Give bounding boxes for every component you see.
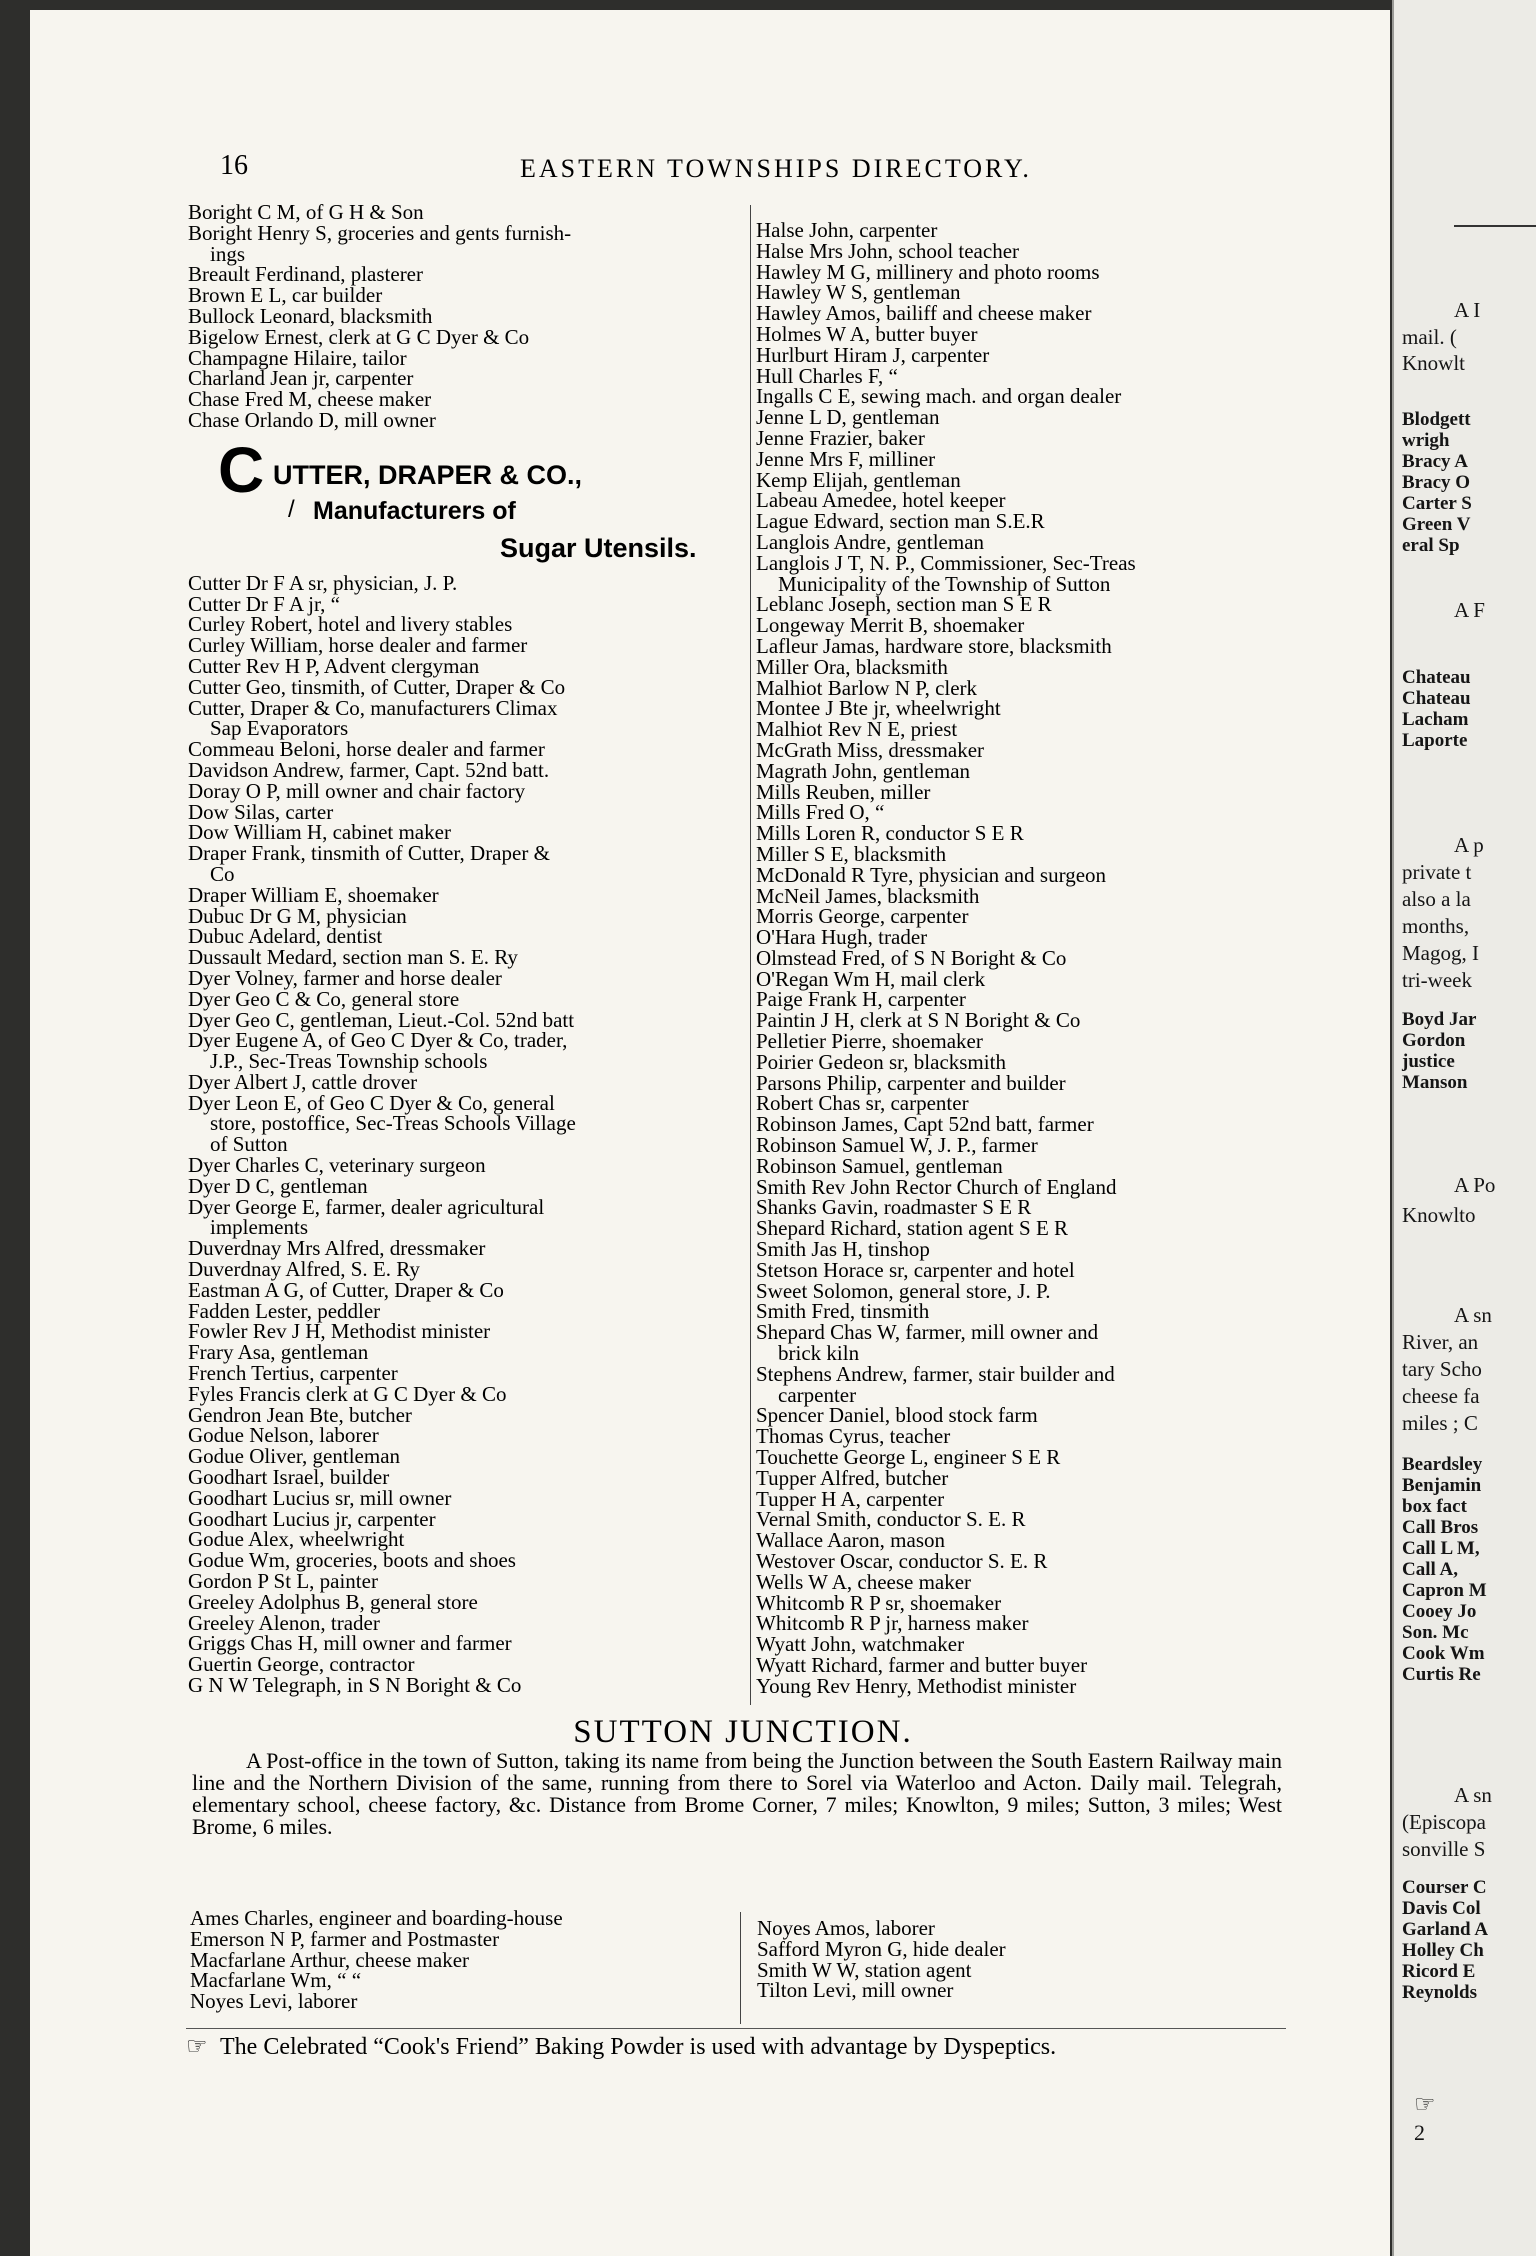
directory-entry: Parsons Philip, carpenter and builder [756,1070,1066,1095]
directory-entry: Chase Fred M, cheese maker [188,387,432,412]
adjacent-page-fragment: A sn [1454,1783,1492,1807]
directory-entry: Duverdnay Mrs Alfred, dressmaker [188,1236,486,1261]
adjacent-page-fragment: Cook Wm [1402,1643,1485,1664]
directory-entry: Emerson N P, farmer and Postmaster [190,1926,500,1951]
section-column-divider [740,1912,741,2024]
directory-entry: Curley Robert, hotel and livery stables [188,612,513,637]
directory-entry: Greeley Adolphus B, general store [188,1589,478,1614]
directory-entry: Kemp Elijah, gentleman [756,467,961,492]
directory-entry: Whitcomb R P sr, shoemaker [756,1590,1002,1615]
adjacent-page-fragment: Manson [1402,1072,1468,1093]
directory-entry: Cutter Dr F A jr, “ [188,591,340,616]
directory-entry: Goodhart Lucius jr, carpenter [188,1506,436,1531]
adjacent-page-fragment: Son. Mc [1402,1622,1469,1643]
directory-entry: O'Regan Wm H, mail clerk [756,966,986,991]
directory-entry: Jenne Frazier, baker [756,425,925,450]
directory-entry: Hawley M G, millinery and photo rooms [756,259,1100,284]
directory-entry: Whitcomb R P jr, harness maker [756,1611,1029,1636]
directory-entry: Curley William, horse dealer and farmer [188,633,528,658]
adjacent-page-fragment: Call Bros [1402,1517,1479,1538]
adjacent-page-fragment: miles ; C [1402,1411,1478,1435]
adjacent-page-fragment: A I [1454,298,1481,322]
adjacent-page-fragment: Laporte [1402,730,1468,751]
adjacent-page-fragment: also a la [1402,887,1471,911]
directory-entry: Draper Frank, tinsmith of Cutter, Draper & [188,841,550,866]
directory-entry: Godue Oliver, gentleman [188,1444,401,1469]
directory-entry: Bullock Leonard, blacksmith [188,303,433,328]
adjacent-page-fragment: Call L M, [1402,1538,1480,1559]
directory-entry: Paintin J H, clerk at S N Boright & Co [756,1008,1081,1033]
adjacent-page-fragment: Chateau [1402,688,1471,709]
adjacent-page-fragment: cheese fa [1402,1384,1480,1408]
directory-entry: Cutter Rev H P, Advent clergyman [188,653,480,678]
directory-entry: Mills Fred O, “ [756,800,885,825]
directory-entry: Goodhart Israel, builder [188,1465,390,1490]
directory-entry: Magrath John, gentleman [756,758,971,783]
page-header [220,140,1300,190]
directory-entry: Co [210,861,235,886]
adjacent-page-fragment: box fact [1402,1496,1467,1517]
directory-entry: Greeley Alenon, trader [188,1610,380,1635]
directory-entry: Hawley W S, gentleman [756,280,961,305]
directory-entry: Eastman A G, of Cutter, Draper & Co [188,1277,504,1302]
ad-company-name: UTTER, DRAPER & CO., [273,460,583,490]
directory-entry: Robinson Samuel, gentleman [756,1153,1003,1178]
directory-entry: Paige Frank H, carpenter [756,987,966,1012]
directory-entry: Lafleur Jamas, hardware store, blacksmith [756,633,1112,658]
directory-entry: Dow William H, cabinet maker [188,820,451,845]
directory-entry: Jenne L D, gentleman [756,405,940,430]
directory-entry: Poirier Gedeon sr, blacksmith [756,1049,1006,1074]
directory-entry: Dyer Eugene A, of Geo C Dyer & Co, trader, [188,1028,568,1053]
directory-entry: Municipality of the Township of Sutton [778,571,1111,596]
directory-entry: Jenne Mrs F, milliner [756,446,936,471]
adjacent-page-fragment: Knowlto [1402,1203,1476,1227]
directory-entry: Goodhart Lucius sr, mill owner [188,1485,452,1510]
ad-flourish: / [288,496,295,523]
directory-entry: Mills Loren R, conductor S E R [756,821,1024,846]
directory-entry: Langlois J T, N. P., Commissioner, Sec-Treas [756,550,1136,575]
section-right-entries [757,1918,1277,2001]
adjacent-page-mark: 2 [1414,2120,1425,2145]
directory-entry: Halse Mrs John, school teacher [756,238,1020,263]
directory-entry: Olmstead Fred, of S N Boright & Co [756,945,1067,970]
directory-entry: Longeway Merrit B, shoemaker [756,613,1025,638]
adjacent-page-fragment: Bracy O [1402,472,1471,493]
adjacent-page-fragment: Holley Ch [1402,1940,1484,1961]
directory-entry: Hurlburt Hiram J, carpenter [756,342,990,367]
directory-entry: ings [210,241,246,266]
directory-entry: Sap Evaporators [210,716,349,741]
directory-entry: Dyer Albert J, cattle drover [188,1069,418,1094]
directory-entry: Commeau Beloni, horse dealer and farmer [188,737,545,762]
directory-entry: Griggs Chas H, mill owner and farmer [188,1631,512,1656]
directory-entry: Hawley Amos, bailiff and cheese maker [756,301,1092,326]
directory-entry: Lague Edward, section man S.E.R [756,509,1045,534]
directory-entry: Duverdnay Alfred, S. E. Ry [188,1257,420,1282]
directory-entry: Robinson Samuel W, J. P., farmer [756,1133,1038,1158]
middle-column [756,220,1316,1697]
directory-entry: Robinson James, Capt 52nd batt, farmer [756,1112,1094,1137]
directory-entry: Bigelow Ernest, clerk at G C Dyer & Co [188,324,530,349]
directory-entry: J.P., Sec-Treas Township schools [210,1049,488,1074]
section-description: A Post-office in the town of Sutton, taking its name from being the Junction between the South Eastern Railway main line and the Northern Division of the same, running from there to Sorel via Waterloo and Acton. Daily mail. Telegrah, elementary school, cheese factory, &c. Distance from Brome Corner, 7 miles; Knowlton, 9 miles; Sutton, 3 miles; West Brome, 6 miles. [192,1748,1282,1839]
footer-text: The Celebrated “Cook's Friend” Baking Powder is used with advantage by Dyspeptics. [220,2034,1057,2060]
directory-entry: Dyer Charles C, veterinary surgeon [188,1153,486,1178]
adjacent-page-fragment: Lacham [1402,709,1469,730]
adjacent-page-fragment: Gordon [1402,1030,1466,1051]
directory-entry: Ingalls C E, sewing mach. and organ dealer [756,384,1122,409]
adjacent-page-fragment: Garland A [1402,1919,1489,1940]
left-column [188,202,744,1696]
directory-entry: Young Rev Henry, Methodist minister [756,1673,1077,1698]
directory-entry: Charland Jean jr, carpenter [188,366,414,391]
directory-entry: Tupper H A, carpenter [756,1486,945,1511]
directory-entry: Dyer Volney, farmer and horse dealer [188,965,502,990]
directory-entry: Smith Fred, tinsmith [756,1299,930,1324]
adjacent-page-fragment: Bracy A [1402,451,1468,472]
adjacent-page-fragment: Call A, [1402,1559,1458,1580]
adjacent-page-fragment: Reynolds [1402,1982,1477,2003]
directory-entry: Godue Nelson, laborer [188,1423,379,1448]
directory-entry: Halse John, carpenter [756,218,938,242]
directory-entry: Cutter Dr F A sr, physician, J. P. [188,570,458,595]
adjacent-page-fragment: (Episcopa [1402,1810,1486,1834]
running-head: EASTERN TOWNSHIPS DIRECTORY. [520,154,1032,183]
section-left-entries [190,1908,730,2012]
directory-entry: Wyatt Richard, farmer and butter buyer [756,1652,1088,1677]
directory-entry: Morris George, carpenter [756,904,969,929]
directory-entry: Westover Oscar, conductor S. E. R [756,1549,1048,1573]
directory-entry: Labeau Amedee, hotel keeper [756,488,1006,513]
directory-entry: Dubuc Dr G M, physician [188,903,407,928]
adjacent-page-fragment: Beardsley [1402,1454,1483,1475]
directory-entry: G N W Telegraph, in S N Boright & Co [188,1673,522,1697]
directory-entry: Draper William E, shoemaker [188,882,439,907]
directory-entry: Shepard Chas W, farmer, mill owner and [756,1320,1099,1345]
directory-entry: Wells W A, cheese maker [756,1569,972,1594]
adjacent-page-fragment: Blodgett [1402,409,1471,430]
directory-entry: Vernal Smith, conductor S. E. R [756,1507,1026,1532]
directory-entry: Macfarlane Arthur, cheese maker [190,1947,470,1972]
ad-tagline: Manufacturers of [313,497,516,525]
adjacent-page-fragment: Cooey Jo [1402,1601,1477,1622]
pointing-hand-icon: ☞ [1414,2092,1436,2118]
section-title: SUTTON JUNCTION. [573,1714,913,1750]
directory-entry: carpenter [778,1382,857,1407]
directory-entry: Malhiot Rev N E, priest [756,717,958,742]
directory-entry: implements [210,1215,308,1240]
directory-entry: Sweet Solomon, general store, J. P. [756,1278,1051,1303]
directory-entry: Doray O P, mill owner and chair factory [188,778,526,803]
footer-rule [186,2028,1286,2029]
adjacent-page-fragment: justice [1402,1051,1455,1072]
directory-entry: Pelletier Pierre, shoemaker [756,1029,983,1054]
adjacent-page-fragment: Davis Col [1402,1898,1481,1919]
directory-entry: Thomas Cyrus, teacher [756,1424,951,1449]
directory-entry: McDonald R Tyre, physician and surgeon [756,862,1107,887]
adjacent-page-fragment: Green V [1402,514,1471,535]
directory-entry: Godue Alex, wheelwright [188,1527,405,1552]
directory-entry: Tilton Levi, mill owner [757,1978,954,2003]
adjacent-page-fragment: Benjamin [1402,1475,1482,1496]
adjacent-page-fragment: A F [1454,598,1485,622]
directory-entry: Fadden Lester, peddler [188,1298,381,1323]
page-number: 16 [220,150,248,181]
footer-advert [186,2032,1296,2061]
directory-entry: Macfarlane Wm, “ “ [190,1968,362,1993]
directory-entry: Robert Chas sr, carpenter [756,1091,969,1116]
adjacent-page-fragment: tary Scho [1402,1357,1482,1381]
directory-entry: Champagne Hilaire, tailor [188,345,407,370]
ad-initial: C [218,434,265,506]
directory-entry: Langlois Andre, gentleman [756,529,985,554]
directory-entry: Dyer Geo C & Co, general store [188,986,460,1011]
directory-entry: McGrath Miss, dressmaker [756,737,985,762]
directory-entry: Davidson Andrew, farmer, Capt. 52nd batt. [188,757,550,782]
directory-entry: Dyer George E, farmer, dealer agricultural [188,1194,545,1219]
directory-entry: Brown E L, car builder [188,283,383,308]
directory-entry: of Sutton [210,1132,288,1157]
directory-entry: Boright Henry S, groceries and gents furnish- [188,220,572,245]
directory-entry: Noyes Levi, laborer [190,1989,358,2014]
adjacent-page-fragment: River, an [1402,1330,1479,1354]
adjacent-page-fragment: wrigh [1402,430,1450,451]
directory-entry: Holmes W A, butter buyer [756,321,978,346]
directory-entry: Shepard Richard, station agent S E R [756,1216,1069,1241]
adjacent-page-fragment: Magog, I [1402,941,1479,965]
directory-entry: Hull Charles F, “ [756,363,898,388]
directory-entry: Shanks Gavin, roadmaster S E R [756,1195,1032,1220]
directory-entry: Spencer Daniel, blood stock farm [756,1403,1038,1428]
directory-entry: Stephens Andrew, farmer, stair builder and [756,1361,1115,1386]
directory-entry: French Tertius, carpenter [188,1361,398,1386]
ad-product: Sugar Utensils. [500,533,697,563]
directory-entry: Malhiot Barlow N P, clerk [756,675,978,700]
directory-entry: Dyer D C, gentleman [188,1173,368,1198]
directory-entry: Boright C M, of G H & Son [188,200,424,224]
adjacent-page-fragment: mail. ( [1402,325,1457,349]
directory-entry: Dow Silas, carter [188,799,334,824]
left-column-entries-a [188,202,744,431]
directory-entry: Cutter Geo, tinsmith, of Cutter, Draper & Co [188,674,566,699]
pointing-hand-icon: ☞ [186,2034,208,2060]
adjacent-page-fragment: Knowlt [1402,351,1465,375]
directory-entry: O'Hara Hugh, trader [756,925,928,950]
directory-entry: Touchette George L, engineer S E R [756,1445,1061,1470]
directory-entry: Gordon P St L, painter [188,1569,378,1594]
directory-entry: Noyes Amos, laborer [757,1916,935,1940]
adjacent-page-fragment: Courser C [1402,1877,1487,1898]
directory-entry: Montee J Bte jr, wheelwright [756,696,1001,721]
adjacent-page-fragment: A Po [1454,1173,1496,1197]
adjacent-page-fragment: Carter S [1402,493,1472,514]
directory-entry: Guertin George, contractor [188,1652,415,1677]
column-divider [750,205,751,1705]
directory-entry: Dubuc Adelard, dentist [188,924,383,949]
adjacent-page-fragment: Ricord E [1402,1961,1476,1982]
directory-entry: Ames Charles, engineer and boarding-house [190,1906,563,1930]
directory-entry: Cutter, Draper & Co, manufacturers Climax [188,695,558,720]
adjacent-page-fragment: A p [1454,833,1484,857]
directory-entry: Smith Jas H, tinshop [756,1237,930,1262]
directory-entry: Smith Rev John Rector Church of England [756,1174,1117,1199]
adjacent-page [1392,0,1536,2256]
directory-entry: Tupper Alfred, butcher [756,1465,949,1490]
directory-entry: Leblanc Joseph, section man S E R [756,592,1052,617]
directory-entry: Gendron Jean Bte, butcher [188,1402,412,1427]
directory-entry: Dussault Medard, section man S. E. Ry [188,945,518,970]
directory-entry: Wallace Aaron, mason [756,1528,945,1553]
directory-entry: McNeil James, blacksmith [756,883,980,908]
directory-entry: Safford Myron G, hide dealer [757,1936,1006,1961]
adjacent-page-fragment: eral Sp [1402,535,1460,556]
adjacent-page-fragment: Capron M [1402,1580,1487,1601]
directory-entry: Frary Asa, gentleman [188,1340,369,1365]
adjacent-page-fragment: Chateau [1402,667,1471,688]
directory-entry: Dyer Geo C, gentleman, Lieut.-Col. 52nd batt [188,1007,575,1032]
directory-entry: Fyles Francis clerk at G C Dyer & Co [188,1381,507,1406]
directory-entry: Miller Ora, blacksmith [756,654,948,679]
adjacent-page-fragment: sonville S [1402,1837,1486,1861]
adjacent-page-fragment: tri-week [1402,968,1472,992]
directory-entry: Breault Ferdinand, plasterer [188,262,423,287]
directory-entry: Miller S E, blacksmith [756,841,947,866]
directory-entry: Wyatt John, watchmaker [756,1632,965,1657]
directory-entry: Dyer Leon E, of Geo C Dyer & Co, general [188,1090,555,1115]
adjacent-page-fragment: Boyd Jar [1402,1009,1477,1030]
cutter-draper-advertisement [188,434,744,574]
directory-entry: brick kiln [778,1341,860,1366]
directory-entry: Stetson Horace sr, carpenter and hotel [756,1257,1075,1282]
directory-entry: Fowler Rev J H, Methodist minister [188,1319,491,1344]
directory-entry: Chase Orlando D, mill owner [188,407,436,432]
adjacent-page-fragment: Curtis Re [1402,1664,1481,1685]
adjacent-page-fragment: A sn [1454,1303,1492,1327]
adjacent-page-fragment: private t [1402,860,1472,884]
directory-entry: Mills Reuben, miller [756,779,931,804]
left-column-entries-b [188,570,744,1697]
directory-entry: Smith W W, station agent [757,1957,972,1982]
directory-entry: store, postoffice, Sec-Treas Schools Village [210,1111,576,1136]
adjacent-page-fragment: months, [1402,914,1470,938]
adjacent-page-rule [1454,225,1536,227]
directory-entry: Godue Wm, groceries, boots and shoes [188,1548,516,1573]
